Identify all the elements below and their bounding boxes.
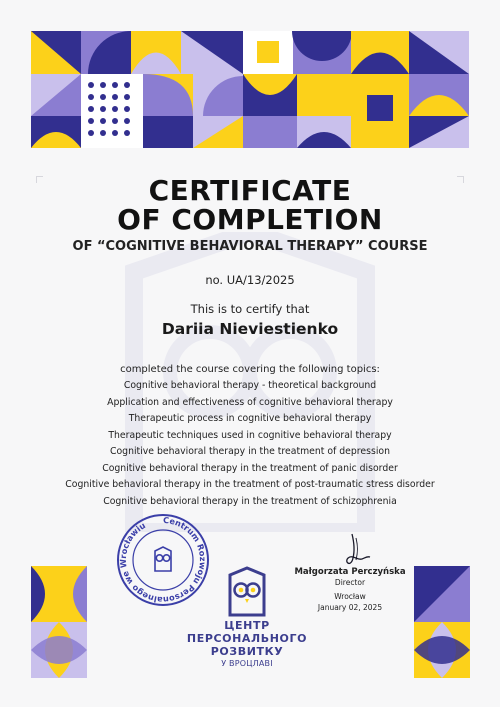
organization-owl-logo-icon [224,565,270,617]
topic-item: Cognitive behavioral therapy in the treatment of depression [109,446,390,457]
certificate-number: no. UA/13/2025 [205,273,295,287]
director-signature [334,532,378,568]
signatory-name: Małgorzata Perczyńska [294,567,406,577]
issue-place: Wrocław [334,592,366,601]
course-subtitle: OF “COGNITIVE BEHAVIORAL THERAPY” COURSE [72,239,428,254]
certificate-title-line2: OF COMPLETION [117,203,383,236]
topic-item: Cognitive behavioral therapy in the treatment of schizophrenia [103,495,397,507]
completed-text: completed the course covering the following topics: [120,364,380,375]
issue-date: January 02, 2025 [317,603,383,612]
topic-item: Application and effectiveness of cognitive behavioral therapy [107,396,393,408]
organization-name-line2: ПЕРСОНАЛЬНОГО [186,632,308,645]
topic-item: Cognitive behavioral therapy in the treatment of panic disorder [102,462,398,474]
stamp-ring-text: Centrum Rozwoju Personalnego we Wrocławiu [117,514,209,606]
organization-name-line3: РОЗВИТКУ [210,645,284,658]
official-stamp-icon [116,513,210,607]
geometric-header-pattern [31,31,469,148]
topic-item: Therapeutic techniques used in cognitive behavioral therapy [108,429,392,441]
certify-text: This is to certify that [190,302,310,316]
topic-item: Cognitive behavioral therapy in the treatment of post-traumatic stress disorder [65,479,435,490]
signatory-role: Director [334,578,366,587]
geometric-footer-right-pattern [414,566,470,678]
topic-item: Cognitive behavioral therapy - theoretical background [123,380,377,391]
topics-list [0,378,500,510]
topic-item: Therapeutic process in cognitive behavioral therapy [128,413,372,424]
organization-name-line4: У ВРОЦЛАВІ [221,659,273,668]
certificate-title-line1: CERTIFICATE [148,174,352,207]
organization-name-line1: ЦЕНТР [224,619,270,632]
geometric-footer-left-pattern [31,566,87,678]
recipient-name: Dariia Nieviestienko [161,320,339,338]
